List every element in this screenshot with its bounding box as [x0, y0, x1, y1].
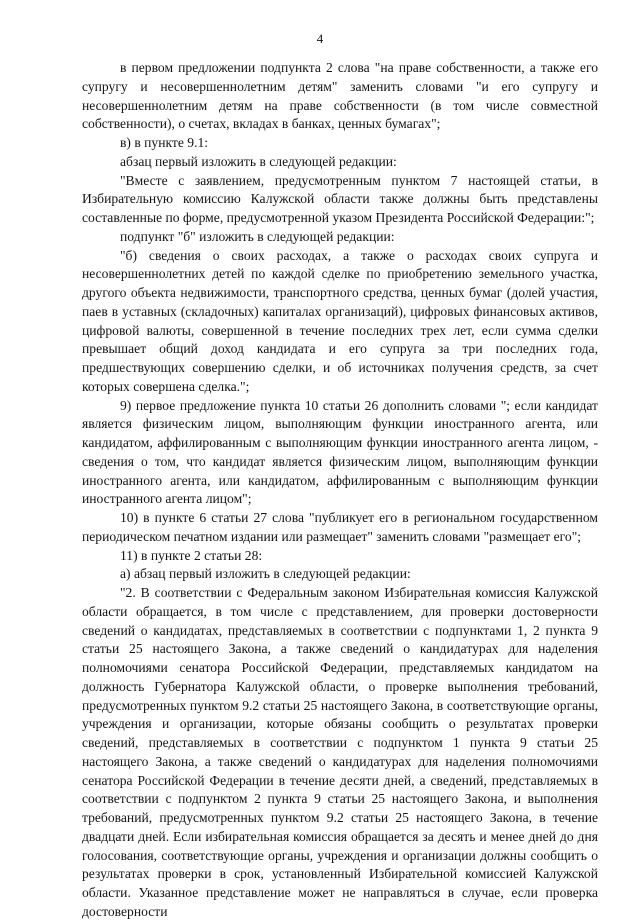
- paragraph-item-11: 11) в пункте 2 статьи 28:: [120, 547, 263, 563]
- paragraph-item-v: в) в пункте 9.1:: [120, 135, 209, 150]
- paragraph-first-paragraph-instruction: абзац первый изложить в следующей редакции:: [120, 153, 397, 169]
- paragraph-subitem-b-text: "б) сведения о своих расходах, а также о расходах своих супруга и несовершеннолетних детей по каждой сделке по приобретению земельного участка, другого объекта недвижимости, транспортного средства, ценных бумаг (долей участия, паев в уставных (складочных) капиталах организаций), цифровых финансовых активов, цифровой валюты, совершенной в течение последних трех лет, если сумма сделки превышает общий доход кандидата и его супруга за три последних года, предшествующих совершению сделки, и об источниках получения средств, за счет которых совершена сделка.";: [82, 247, 598, 394]
- document-body: [82, 59, 598, 922]
- paragraph-quoted-new-wording: "Вместе с заявлением, предусмотренным пунктом 7 настоящей статьи, в Избирательную комиссию Калужской области также должны быть представлены составленные по форме, предусмотренной указом Президента Российской Федерации:";: [82, 172, 598, 225]
- page-number: 4: [316, 31, 324, 46]
- paragraph-section-2-text: "2. В соответствии с Федеральным законом Избирательная комиссия Калужской области обращается, в том числе с представлением, для проверки достоверности сведений о кандидатах, представляемых в соответствии с подпунктами 1, 2 пункта 9 статьи 25 настоящего Закона, а также сведений о кандидатурах для наделения полномочиями сенатора Российской Федерации, представляемых кандидатом на должность Губернатора Калужской области, о проверке выполнения требований, предусмотренных пунктом 9.2 статьи 25 настоящего Закона, в соответствующие органы, учреждения и организации, которые обязаны сообщить о результатах проверки сведений, представляемых в соответствии с подпунктом 1 пункта 9 статьи 25 настоящего Закона, а также сведений о кандидатурах для наделения полномочиями сенатора Российской Федерации в течение десяти дней, а сведений, представляемых в соответствии с подпунктом 2 пункта 9 статьи 25 настоящего Закона, и выполнения требований, предусмотренных пунктом 9.2 статьи 25 настоящего Закона, в течение двадцати дней. Если избирательная комиссия обращается за десять и менее дней до дня голосования, соответствующие органы, учреждения и организации должны сообщить о результатах проверки в срок, установленный Избирательной комиссией Калужской области. Указанное представление может не направляться в случае, если проверка достоверности: [82, 585, 598, 919]
- paragraph-item-9: 9) первое предложение пункта 10 статьи 26 дополнить словами "; если кандидат является физическим лицом, выполняющим функции иностранного агента, или кандидатом, аффилированным с выполняющим функции иностранного агента лицом, - сведения о том, что кандидат является физическим лицом, выполняющим функции иностранного агента, или кандидатом, аффилированным с выполняющим функции иностранного агента лицом";: [82, 397, 598, 507]
- paragraph-item-10: 10) в пункте 6 статьи 27 слова "публикует его в региональном государственном периодическом печатном издании или размещает" заменить словами "размещает его";: [82, 510, 598, 544]
- paragraph-subitem-b-instruction: подпункт "б" изложить в следующей редакции:: [120, 228, 395, 244]
- paragraph-first-sentence-amendment: в первом предложении подпункта 2 слова "на праве собственности, а также его супругу и несовершеннолетним детям" заменить словами "и его супругу и несовершеннолетним детям на праве собственности (в том числе совместной собственности), о счетах, вкладах в банках, ценных бумагах";: [82, 60, 598, 132]
- paragraph-subitem-a: а) абзац первый изложить в следующей редакции:: [120, 566, 411, 582]
